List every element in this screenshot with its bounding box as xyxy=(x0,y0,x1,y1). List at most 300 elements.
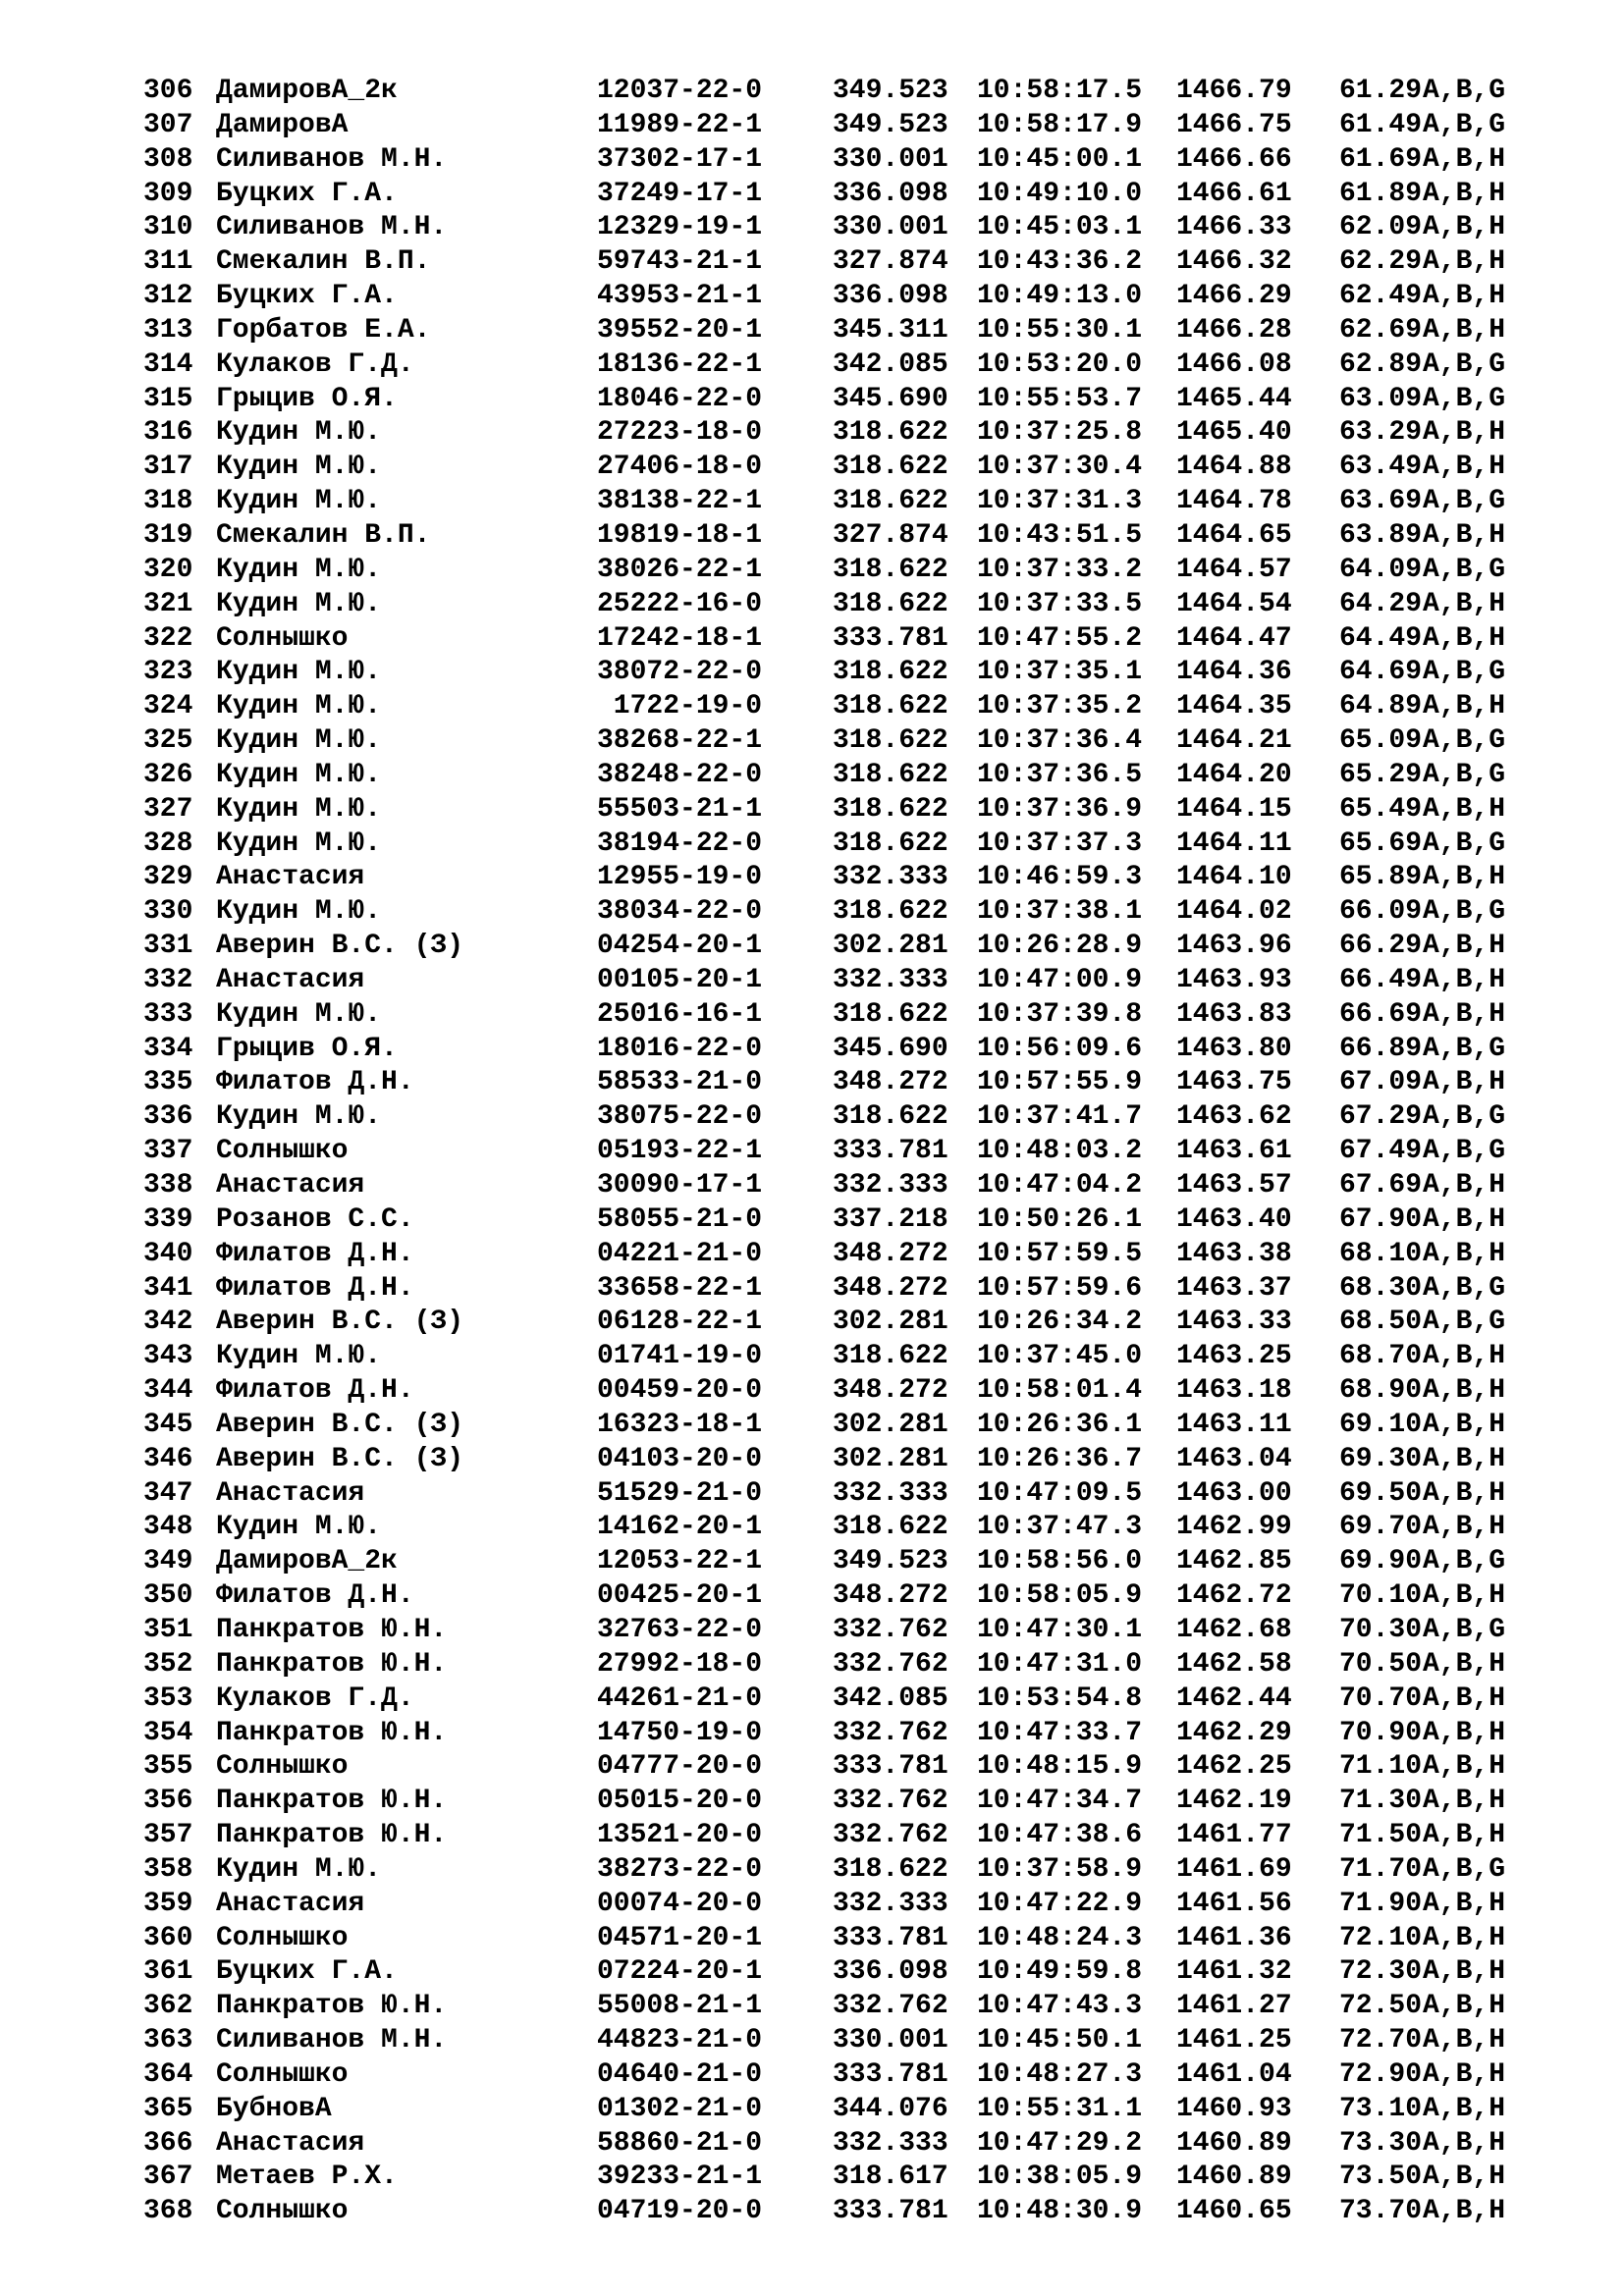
flags-value: A,B,H xyxy=(1423,281,1506,312)
distance-value: 302.281 xyxy=(833,931,948,962)
flags-value: A,B,G xyxy=(1423,657,1506,688)
distance-value: 333.781 xyxy=(833,2196,948,2227)
record-id: 55008-21-1 xyxy=(597,1991,763,2022)
flags-value: A,B,H xyxy=(1423,1717,1506,1748)
arrival-time: 10:47:43.3 xyxy=(977,1991,1143,2022)
participant-name: Буцких Г.А. xyxy=(216,178,398,209)
score-value: 1461.04 xyxy=(1176,2058,1292,2090)
flags-value: A,B,G xyxy=(1423,725,1506,757)
row-number: 365 xyxy=(143,2093,193,2124)
distance-value: 332.333 xyxy=(833,1170,948,1201)
row-number: 307 xyxy=(143,109,193,140)
flags-value: A,B,H xyxy=(1423,964,1506,995)
arrival-time: 10:58:56.0 xyxy=(977,1546,1143,1577)
row-number: 312 xyxy=(143,281,193,312)
distance-value: 318.622 xyxy=(833,828,948,859)
row-number: 329 xyxy=(143,862,193,893)
participant-name: Анастасия xyxy=(216,862,365,893)
participant-name: Анастасия xyxy=(216,1888,365,1919)
percent-value: 72.10 xyxy=(1339,1922,1423,1953)
percent-value: 72.50 xyxy=(1339,1991,1423,2022)
participant-name: Кулаков Г.Д. xyxy=(216,1682,414,1714)
percent-value: 65.09 xyxy=(1339,725,1423,757)
arrival-time: 10:57:59.5 xyxy=(977,1238,1143,1269)
percent-value: 71.30 xyxy=(1339,1786,1423,1817)
distance-value: 318.622 xyxy=(833,1341,948,1372)
flags-value: A,B,H xyxy=(1423,1512,1506,1543)
score-value: 1466.08 xyxy=(1176,348,1292,380)
percent-value: 61.49 xyxy=(1339,109,1423,140)
percent-value: 68.50 xyxy=(1339,1307,1423,1338)
score-value: 1462.19 xyxy=(1176,1786,1292,1817)
distance-value: 333.781 xyxy=(833,1922,948,1953)
percent-value: 73.10 xyxy=(1339,2093,1423,2124)
distance-value: 332.333 xyxy=(833,862,948,893)
flags-value: A,B,H xyxy=(1423,1991,1506,2022)
score-value: 1462.85 xyxy=(1176,1546,1292,1577)
record-id: 58860-21-0 xyxy=(597,2127,763,2159)
row-number: 349 xyxy=(143,1546,193,1577)
distance-value: 345.690 xyxy=(833,1033,948,1064)
distance-value: 318.622 xyxy=(833,452,948,483)
row-number: 337 xyxy=(143,1136,193,1167)
score-value: 1463.62 xyxy=(1176,1101,1292,1133)
percent-value: 70.10 xyxy=(1339,1580,1423,1612)
arrival-time: 10:37:45.0 xyxy=(977,1341,1143,1372)
score-value: 1464.36 xyxy=(1176,657,1292,688)
score-value: 1463.61 xyxy=(1176,1136,1292,1167)
flags-value: A,B,H xyxy=(1423,1203,1506,1235)
participant-name: Кудин М.Ю. xyxy=(216,588,382,619)
participant-name: Анастасия xyxy=(216,1170,365,1201)
distance-value: 318.622 xyxy=(833,998,948,1030)
score-value: 1463.93 xyxy=(1176,964,1292,995)
record-id: 14162-20-1 xyxy=(597,1512,763,1543)
score-value: 1463.80 xyxy=(1176,1033,1292,1064)
participant-name: Филатов Д.Н. xyxy=(216,1238,414,1269)
participant-name: Кудин М.Ю. xyxy=(216,657,382,688)
distance-value: 349.523 xyxy=(833,109,948,140)
record-id: 27406-18-0 xyxy=(597,452,763,483)
distance-value: 348.272 xyxy=(833,1375,948,1407)
record-id: 51529-21-0 xyxy=(597,1477,763,1509)
row-number: 342 xyxy=(143,1307,193,1338)
participant-name: Кудин М.Ю. xyxy=(216,1853,382,1885)
row-number: 308 xyxy=(143,143,193,175)
row-number: 345 xyxy=(143,1409,193,1440)
percent-value: 72.30 xyxy=(1339,1956,1423,1988)
flags-value: A,B,H xyxy=(1423,1409,1506,1440)
flags-value: A,B,H xyxy=(1423,793,1506,825)
row-number: 310 xyxy=(143,212,193,243)
participant-name: Анастасия xyxy=(216,964,365,995)
participant-name: Кудин М.Ю. xyxy=(216,691,382,722)
row-number: 346 xyxy=(143,1443,193,1474)
arrival-time: 10:49:10.0 xyxy=(977,178,1143,209)
score-value: 1463.25 xyxy=(1176,1341,1292,1372)
arrival-time: 10:55:53.7 xyxy=(977,383,1143,414)
participant-name: ДамировА_2к xyxy=(216,1546,398,1577)
flags-value: A,B,G xyxy=(1423,486,1506,517)
distance-value: 336.098 xyxy=(833,1956,948,1988)
participant-name: Солнышко xyxy=(216,622,349,654)
flags-value: A,B,G xyxy=(1423,1272,1506,1304)
row-number: 358 xyxy=(143,1853,193,1885)
record-id: 18016-22-0 xyxy=(597,1033,763,1064)
distance-value: 327.874 xyxy=(833,246,948,278)
percent-value: 66.29 xyxy=(1339,931,1423,962)
score-value: 1466.66 xyxy=(1176,143,1292,175)
distance-value: 318.622 xyxy=(833,896,948,928)
row-number: 333 xyxy=(143,998,193,1030)
score-value: 1461.77 xyxy=(1176,1820,1292,1851)
row-number: 311 xyxy=(143,246,193,278)
distance-value: 332.762 xyxy=(833,1786,948,1817)
record-id: 44261-21-0 xyxy=(597,1682,763,1714)
record-id: 58533-21-0 xyxy=(597,1067,763,1098)
flags-value: A,B,G xyxy=(1423,828,1506,859)
percent-value: 65.49 xyxy=(1339,793,1423,825)
percent-value: 70.50 xyxy=(1339,1648,1423,1680)
flags-value: A,B,H xyxy=(1423,931,1506,962)
score-value: 1463.11 xyxy=(1176,1409,1292,1440)
row-number: 319 xyxy=(143,519,193,551)
record-id: 13521-20-0 xyxy=(597,1820,763,1851)
distance-value: 349.523 xyxy=(833,76,948,106)
arrival-time: 10:37:33.2 xyxy=(977,554,1143,585)
distance-value: 345.311 xyxy=(833,314,948,346)
arrival-time: 10:47:22.9 xyxy=(977,1888,1143,1919)
row-number: 361 xyxy=(143,1956,193,1988)
row-number: 357 xyxy=(143,1820,193,1851)
participant-name: Солнышко xyxy=(216,1136,349,1167)
score-value: 1464.11 xyxy=(1176,828,1292,859)
record-id: 04777-20-0 xyxy=(597,1751,763,1783)
percent-value: 66.89 xyxy=(1339,1033,1423,1064)
participant-name: Кудин М.Ю. xyxy=(216,1341,382,1372)
distance-value: 349.523 xyxy=(833,1546,948,1577)
participant-name: Аверин В.С. (З) xyxy=(216,1443,464,1474)
participant-name: Панкратов Ю.Н. xyxy=(216,1991,448,2022)
distance-value: 318.622 xyxy=(833,793,948,825)
percent-value: 62.69 xyxy=(1339,314,1423,346)
flags-value: A,B,H xyxy=(1423,314,1506,346)
score-value: 1462.72 xyxy=(1176,1580,1292,1612)
score-value: 1462.99 xyxy=(1176,1512,1292,1543)
participant-name: Кудин М.Ю. xyxy=(216,759,382,790)
flags-value: A,B,G xyxy=(1423,759,1506,790)
participant-name: Кудин М.Ю. xyxy=(216,1512,382,1543)
flags-value: A,B,H xyxy=(1423,2162,1506,2193)
percent-value: 61.29 xyxy=(1339,76,1423,106)
participant-name: Аверин В.С. (З) xyxy=(216,931,464,962)
percent-value: 68.10 xyxy=(1339,1238,1423,1269)
participant-name: Грыцив О.Я. xyxy=(216,383,398,414)
score-value: 1463.83 xyxy=(1176,998,1292,1030)
arrival-time: 10:26:36.1 xyxy=(977,1409,1143,1440)
distance-value: 348.272 xyxy=(833,1067,948,1098)
arrival-time: 10:57:59.6 xyxy=(977,1272,1143,1304)
flags-value: A,B,H xyxy=(1423,1580,1506,1612)
record-id: 04221-21-0 xyxy=(597,1238,763,1269)
row-number: 323 xyxy=(143,657,193,688)
record-id: 58055-21-0 xyxy=(597,1203,763,1235)
flags-value: A,B,H xyxy=(1423,212,1506,243)
participant-name: БубновА xyxy=(216,2093,332,2124)
score-value: 1466.29 xyxy=(1176,281,1292,312)
distance-value: 332.762 xyxy=(833,1648,948,1680)
arrival-time: 10:47:38.6 xyxy=(977,1820,1143,1851)
distance-value: 330.001 xyxy=(833,143,948,175)
record-id: 12329-19-1 xyxy=(597,212,763,243)
arrival-time: 10:37:30.4 xyxy=(977,452,1143,483)
participant-name: Кудин М.Ю. xyxy=(216,452,382,483)
record-id: 38034-22-0 xyxy=(597,896,763,928)
distance-value: 348.272 xyxy=(833,1238,948,1269)
participant-name: Кудин М.Ю. xyxy=(216,1101,382,1133)
participant-name: Силиванов М.Н. xyxy=(216,212,448,243)
flags-value: A,B,H xyxy=(1423,1751,1506,1783)
participant-name: Кудин М.Ю. xyxy=(216,554,382,585)
participant-name: Грыцив О.Я. xyxy=(216,1033,398,1064)
record-id: 12053-22-1 xyxy=(597,1546,763,1577)
percent-value: 67.29 xyxy=(1339,1101,1423,1133)
record-id: 17242-18-1 xyxy=(597,622,763,654)
participant-name: Кудин М.Ю. xyxy=(216,828,382,859)
percent-value: 64.09 xyxy=(1339,554,1423,585)
participant-name: Кудин М.Ю. xyxy=(216,998,382,1030)
score-value: 1464.10 xyxy=(1176,862,1292,893)
percent-value: 62.89 xyxy=(1339,348,1423,380)
row-number: 335 xyxy=(143,1067,193,1098)
row-number: 362 xyxy=(143,1991,193,2022)
flags-value: A,B,H xyxy=(1423,1443,1506,1474)
distance-value: 345.690 xyxy=(833,383,948,414)
percent-value: 66.49 xyxy=(1339,964,1423,995)
flags-value: A,B,H xyxy=(1423,862,1506,893)
arrival-time: 10:37:25.8 xyxy=(977,417,1143,449)
percent-value: 69.70 xyxy=(1339,1512,1423,1543)
score-value: 1461.32 xyxy=(1176,1956,1292,1988)
record-id: 06128-22-1 xyxy=(597,1307,763,1338)
record-id: 38194-22-0 xyxy=(597,828,763,859)
distance-value: 318.622 xyxy=(833,1101,948,1133)
score-value: 1461.27 xyxy=(1176,1991,1292,2022)
record-id: 12037-22-0 xyxy=(597,76,763,106)
flags-value: A,B,H xyxy=(1423,1786,1506,1817)
row-number: 368 xyxy=(143,2196,193,2227)
score-value: 1463.38 xyxy=(1176,1238,1292,1269)
flags-value: A,B,H xyxy=(1423,1238,1506,1269)
arrival-time: 10:37:38.1 xyxy=(977,896,1143,928)
flags-value: A,B,H xyxy=(1423,1888,1506,1919)
arrival-time: 10:53:54.8 xyxy=(977,1682,1143,1714)
percent-value: 62.09 xyxy=(1339,212,1423,243)
row-number: 314 xyxy=(143,348,193,380)
row-number: 341 xyxy=(143,1272,193,1304)
record-id: 05193-22-1 xyxy=(597,1136,763,1167)
flags-value: A,B,H xyxy=(1423,2093,1506,2124)
flags-value: A,B,H xyxy=(1423,1648,1506,1680)
percent-value: 67.49 xyxy=(1339,1136,1423,1167)
participant-name: Горбатов Е.А. xyxy=(216,314,431,346)
row-number: 347 xyxy=(143,1477,193,1509)
score-value: 1460.65 xyxy=(1176,2196,1292,2227)
record-id: 18046-22-0 xyxy=(597,383,763,414)
record-id: 38075-22-0 xyxy=(597,1101,763,1133)
percent-value: 73.50 xyxy=(1339,2162,1423,2193)
arrival-time: 10:45:03.1 xyxy=(977,212,1143,243)
record-id: 43953-21-1 xyxy=(597,281,763,312)
distance-value: 336.098 xyxy=(833,178,948,209)
distance-value: 332.333 xyxy=(833,1888,948,1919)
participant-name: ДамировА xyxy=(216,109,349,140)
participant-name: Розанов С.С. xyxy=(216,1203,414,1235)
flags-value: A,B,G xyxy=(1423,348,1506,380)
arrival-time: 10:58:17.5 xyxy=(977,76,1143,106)
flags-value: A,B,G xyxy=(1423,76,1506,106)
score-value: 1462.29 xyxy=(1176,1717,1292,1748)
flags-value: A,B,G xyxy=(1423,109,1506,140)
participant-name: Филатов Д.Н. xyxy=(216,1272,414,1304)
flags-value: A,B,H xyxy=(1423,143,1506,175)
percent-value: 65.69 xyxy=(1339,828,1423,859)
percent-value: 61.69 xyxy=(1339,143,1423,175)
participant-name: Метаев Р.Х. xyxy=(216,2162,398,2193)
participant-name: Кудин М.Ю. xyxy=(216,725,382,757)
participant-name: Солнышко xyxy=(216,1922,349,1953)
percent-value: 67.69 xyxy=(1339,1170,1423,1201)
flags-value: A,B,H xyxy=(1423,1341,1506,1372)
flags-value: A,B,G xyxy=(1423,554,1506,585)
participant-name: ДамировА_2к xyxy=(216,76,398,106)
flags-value: A,B,H xyxy=(1423,1820,1506,1851)
arrival-time: 10:37:47.3 xyxy=(977,1512,1143,1543)
record-id: 38072-22-0 xyxy=(597,657,763,688)
percent-value: 64.29 xyxy=(1339,588,1423,619)
row-number: 327 xyxy=(143,793,193,825)
distance-value: 318.622 xyxy=(833,417,948,449)
record-id: 37302-17-1 xyxy=(597,143,763,175)
participant-name: Солнышко xyxy=(216,2058,349,2090)
distance-value: 332.762 xyxy=(833,1820,948,1851)
arrival-time: 10:47:09.5 xyxy=(977,1477,1143,1509)
arrival-time: 10:47:04.2 xyxy=(977,1170,1143,1201)
arrival-time: 10:47:30.1 xyxy=(977,1614,1143,1645)
flags-value: A,B,H xyxy=(1423,1477,1506,1509)
distance-value: 332.762 xyxy=(833,1614,948,1645)
record-id: 07224-20-1 xyxy=(597,1956,763,1988)
row-number: 355 xyxy=(143,1751,193,1783)
arrival-time: 10:47:34.7 xyxy=(977,1786,1143,1817)
percent-value: 64.69 xyxy=(1339,657,1423,688)
flags-value: A,B,H xyxy=(1423,452,1506,483)
arrival-time: 10:37:39.8 xyxy=(977,998,1143,1030)
row-number: 321 xyxy=(143,588,193,619)
row-number: 332 xyxy=(143,964,193,995)
flags-value: A,B,H xyxy=(1423,1956,1506,1988)
row-number: 306 xyxy=(143,76,193,106)
arrival-time: 10:47:31.0 xyxy=(977,1648,1143,1680)
arrival-time: 10:37:41.7 xyxy=(977,1101,1143,1133)
row-number: 324 xyxy=(143,691,193,722)
row-number: 359 xyxy=(143,1888,193,1919)
record-id: 00425-20-1 xyxy=(597,1580,763,1612)
distance-value: 332.333 xyxy=(833,1477,948,1509)
row-number: 334 xyxy=(143,1033,193,1064)
flags-value: A,B,G xyxy=(1423,383,1506,414)
row-number: 338 xyxy=(143,1170,193,1201)
record-id: 25016-16-1 xyxy=(597,998,763,1030)
score-value: 1461.56 xyxy=(1176,1888,1292,1919)
flags-value: A,B,H xyxy=(1423,2196,1506,2227)
row-number: 328 xyxy=(143,828,193,859)
score-value: 1464.57 xyxy=(1176,554,1292,585)
record-id: 27992-18-0 xyxy=(597,1648,763,1680)
distance-value: 342.085 xyxy=(833,348,948,380)
row-number: 354 xyxy=(143,1717,193,1748)
participant-name: Солнышко xyxy=(216,2196,349,2227)
score-value: 1462.25 xyxy=(1176,1751,1292,1783)
record-id: 33658-22-1 xyxy=(597,1272,763,1304)
distance-value: 332.762 xyxy=(833,1717,948,1748)
row-number: 330 xyxy=(143,896,193,928)
record-id: 55503-21-1 xyxy=(597,793,763,825)
percent-value: 63.49 xyxy=(1339,452,1423,483)
arrival-time: 10:48:27.3 xyxy=(977,2058,1143,2090)
participant-name: Буцких Г.А. xyxy=(216,1956,398,1988)
row-number: 339 xyxy=(143,1203,193,1235)
participant-name: Смекалин В.П. xyxy=(216,246,431,278)
score-value: 1464.47 xyxy=(1176,622,1292,654)
score-value: 1463.18 xyxy=(1176,1375,1292,1407)
row-number: 352 xyxy=(143,1648,193,1680)
flags-value: A,B,H xyxy=(1423,178,1506,209)
score-value: 1464.21 xyxy=(1176,725,1292,757)
score-value: 1464.15 xyxy=(1176,793,1292,825)
record-id: 44823-21-0 xyxy=(597,2025,763,2056)
score-value: 1466.33 xyxy=(1176,212,1292,243)
percent-value: 61.89 xyxy=(1339,178,1423,209)
flags-value: A,B,G xyxy=(1423,896,1506,928)
flags-value: A,B,G xyxy=(1423,1033,1506,1064)
distance-value: 318.617 xyxy=(833,2162,948,2193)
record-id: 38138-22-1 xyxy=(597,486,763,517)
flags-value: A,B,H xyxy=(1423,1682,1506,1714)
flags-value: A,B,G xyxy=(1423,1614,1506,1645)
score-value: 1466.79 xyxy=(1176,76,1292,106)
participant-name: Кудин М.Ю. xyxy=(216,793,382,825)
record-id: 00074-20-0 xyxy=(597,1888,763,1919)
row-number: 331 xyxy=(143,931,193,962)
row-number: 315 xyxy=(143,383,193,414)
participant-name: Анастасия xyxy=(216,2127,365,2159)
percent-value: 63.29 xyxy=(1339,417,1423,449)
arrival-time: 10:48:15.9 xyxy=(977,1751,1143,1783)
flags-value: A,B,H xyxy=(1423,1067,1506,1098)
record-id: 00105-20-1 xyxy=(597,964,763,995)
percent-value: 68.70 xyxy=(1339,1341,1423,1372)
percent-value: 68.90 xyxy=(1339,1375,1423,1407)
record-id: 37249-17-1 xyxy=(597,178,763,209)
distance-value: 330.001 xyxy=(833,2025,948,2056)
flags-value: A,B,H xyxy=(1423,588,1506,619)
participant-name: Панкратов Ю.Н. xyxy=(216,1820,448,1851)
row-number: 367 xyxy=(143,2162,193,2193)
record-id: 19819-18-1 xyxy=(597,519,763,551)
percent-value: 65.89 xyxy=(1339,862,1423,893)
percent-value: 66.69 xyxy=(1339,998,1423,1030)
